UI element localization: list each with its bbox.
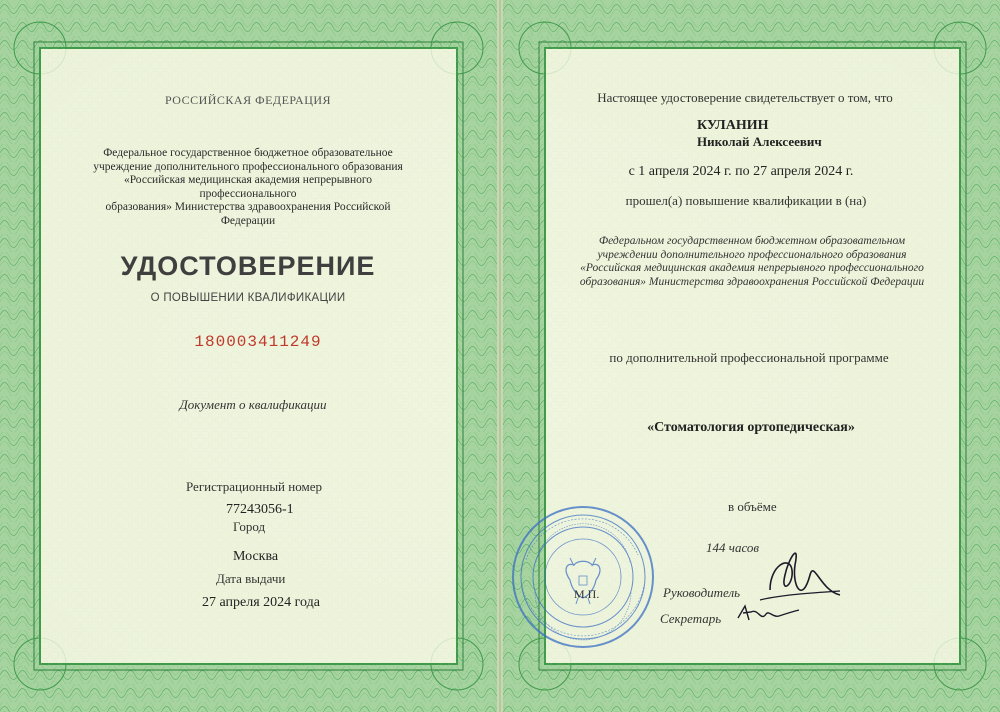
issue-date-label: Дата выдачи [216,571,286,586]
program-name: «Стоматология ортопедическая» [647,420,855,435]
training-organization [572,235,932,289]
document-title: УДОСТОВЕРЕНИЕ [120,251,376,281]
official-seal [508,500,658,655]
city-value: Москва [233,549,279,564]
org-line: учреждение дополнительного профессионального образования [93,160,403,173]
secretary-label: Секретарь [660,611,722,626]
volume-label: в объёме [728,499,777,514]
org-line: «Российская медицинская академия непрерывного профессионального [123,174,373,200]
registration-label: Регистрационный номер [186,479,322,494]
org-line: образования» Министерства здравоохранения Российской Федерации [579,275,925,288]
issuer-organization [78,147,418,228]
registration-number: 77243056-1 [226,502,294,517]
hours-value: 144 часов [706,540,760,555]
head-label: Руководитель [663,585,741,600]
training-period: с 1 апреля 2024 г. по 27 апреля 2024 г. [628,164,854,179]
issue-date: 27 апреля 2024 года [202,595,320,610]
intro-text: Настоящее удостоверение свидетельствует о том, что [597,90,893,105]
seal-place-label: М.П. [574,587,600,601]
org-line: Федеральном государственном бюджетном образовательном [598,235,906,247]
program-label: по дополнительной профессиональной программе [609,350,889,365]
org-line: «Российская медицинская академия непрерывного профессионального [580,262,924,274]
holder-given-names: Николай Алексеевич [697,134,822,149]
org-line: Федеральное государственное бюджетное образовательное [103,147,393,159]
passed-text: прошел(а) повышение квалификации в (на) [625,193,867,208]
serial-number: 180003411249 [194,333,322,351]
holder-surname: КУЛАНИН [697,118,769,133]
org-line: учреждении дополнительного профессионального образования [597,248,907,261]
document-type: Документ о квалификации [179,397,327,412]
country-label: РОССИЙСКАЯ ФЕДЕРАЦИЯ [164,93,332,107]
city-label: Город [233,519,266,534]
document-subtitle: О ПОВЫШЕНИИ КВАЛИФИКАЦИИ [150,292,346,304]
org-line: образования» Министерства здравоохранения Российской Федерации [105,201,391,227]
secretary-signature [733,598,803,628]
